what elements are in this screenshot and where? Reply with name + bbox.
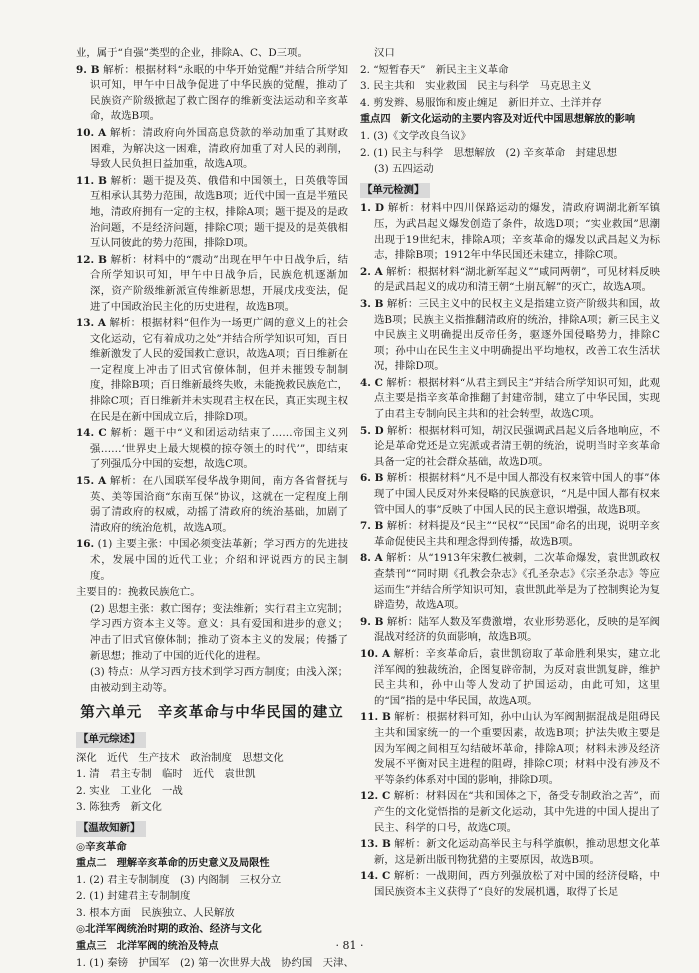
answer-item <box>76 63 348 125</box>
key-point-item: 1. (3)《文学改良刍议》 <box>360 129 472 142</box>
answer-number: 13. B <box>360 838 391 851</box>
answer-subline: (2) 思想主张：救亡图存；变法维新；实行君主立宪制；学习西方资本主义等。意义：具有爱国和进步的意义；冲击了旧式官僚体制；推动了资本主义的发展；传播了新思想；推动了中国的近代化的进程。 <box>90 602 348 662</box>
key-point-heading: 重点四 新文化运动的主要内容及对近代中国思想解放的影响 <box>360 114 636 126</box>
answer-number: 15. A <box>76 475 107 488</box>
key-point-item: 1. (2) 君主专制制度 (3) 内阁制 三权分立 <box>76 873 282 886</box>
answer-text: 解析：材料中的“震动”出现在甲午中日战争后，结合所学知识可知，甲午中日战争后，民族危机逐渐加深，资产阶级维新派宣传维新思想，开展戊戌变法，促进了中国政治民主化的历史进程，故选B项。 <box>90 253 348 313</box>
answer-item <box>360 615 660 646</box>
answer-item <box>360 471 660 518</box>
answer-text: 解析：材料中四川保路运动的爆发，清政府调湖北新军镇压，为武昌起义爆发创造了条件，故选D项；“实业救国”思潮出现于19世纪末，排除A项；辛亥革命的爆发以武昌起义为标志，排除B项；1912年中华民国还未建立，排除C项。 <box>374 202 660 262</box>
section-heading-overview: 【单元综述】 <box>76 732 146 748</box>
answer-number: 7. B <box>360 520 384 533</box>
answer-item <box>360 265 660 296</box>
answer-number: 10. A <box>360 647 391 660</box>
answer-number: 3. B <box>360 297 384 310</box>
subsection-heading: ◎辛亥革命 <box>76 840 127 853</box>
answer-text: 解析：材料提及“民主”“民权”“民国”命名的出现，说明辛亥革命促使民主共和理念得到传播，故选B项。 <box>374 520 660 548</box>
answer-item <box>76 585 348 601</box>
answer-item <box>360 789 660 836</box>
answer-number: 10. A <box>76 126 107 139</box>
answer-subline: (3) 特点：从学习西方技术到学习西方制度；由浅入深；由被动到主动等。 <box>90 666 348 694</box>
answer-item <box>76 253 348 315</box>
answer-item <box>360 376 660 423</box>
answer-item <box>360 551 660 613</box>
answer-item <box>360 519 660 550</box>
overview-list-item: 2. 实业 工业化 一战 <box>76 784 183 797</box>
answer-number: 14. C <box>360 870 391 883</box>
answer-item <box>76 474 348 536</box>
answer-item <box>76 537 348 584</box>
answer-text: 解析：根据材料“但作为一场更广阔的意义上的社会文化运动，它有着成功之处”并结合所学知识可知，百日维新激发了人民的爱国救亡意识，故选A项；百日维新在一定程度上冲击了旧式官僚体制，但并未摧毁专制制度，排除B项；百日维新最终失败，未能挽救民族危亡，排除C项；百日维新并未实现君主权在民，真正实现主权在民是在新中国成立后，排除D项。 <box>90 317 348 423</box>
answer-number: 4. C <box>360 376 383 389</box>
answer-number: 1. D <box>360 202 384 215</box>
answer-text: (1) 主要主张：中国必须变法革新；学习西方的先进技术，发展中国的近代工业；介绍和评说西方的民主制度。 <box>90 538 348 582</box>
answer-number: 2. A <box>360 265 383 278</box>
list-continuation: 汉口 <box>374 47 395 59</box>
answer-text: 解析：陆军人数及军费激增，农业形势恶化，反映的是军阀混战对经济的负面影响，故选B项。 <box>374 615 661 644</box>
answer-item <box>360 424 660 471</box>
answer-item <box>360 297 660 375</box>
key-point-item: 2. (1) 民主与科学 思想解放 (2) 辛亥革命 封建思想 <box>360 146 618 159</box>
answer-continuation: 业，属于“自强”类型的企业，排除A、C、D三项。 <box>76 47 308 59</box>
answer-text: 解析：材料因在“共和国体之下，备受专制政治之苦”，而产生的文化觉悟指的是新文化运动，其中先进的中国人提出了民主、科学的口号，故选C项。 <box>374 790 660 834</box>
answer-item <box>360 201 660 263</box>
answer-text: 解析：在八国联军侵华战争期间，南方各省督抚与英、美等国洽商“东南互保”协议，这就在一定程度上削弱了清政府的权威，动摇了清政府的统治基础，加剧了清政府的统治危机，故选A项。 <box>90 475 349 534</box>
answer-number: 14. C <box>76 427 107 440</box>
answer-item <box>76 126 348 173</box>
answer-number: 6. B <box>360 472 384 485</box>
answer-item <box>76 316 348 425</box>
answer-text: 解析：新文化运动高举民主与科学旗帜，推动思想文化革新，这是新出版刊物犹猎的主要原因，故选B项。 <box>374 838 661 866</box>
answer-number: 8. A <box>360 552 383 565</box>
overview-keywords: 深化 近代 生产技术 政治制度 思想文化 <box>76 751 284 764</box>
answer-text: 解析：根据材料“凡不是中国人都没有权来管中国人的事”体现了中国人民反对外来侵略的民族意识，“凡是中国人都有权来管中国人的事”反映了中国人民的民主意识增强，故选B项。 <box>374 472 660 516</box>
key-point-heading: 重点三 北洋军阀的统治及特点 <box>76 941 219 953</box>
answer-text: 解析：辛亥革命后，袁世凯窃取了革命胜利果实，建立北洋军阀的独裁统治，企图复辟帝制，为反对袁世凯复辟，维护民主共和，孙中山等人发动了护国运动，由此可知，这里的“国”指的是中华民国，故选A项。 <box>374 647 660 707</box>
answer-item <box>360 837 660 868</box>
answer-item <box>360 647 660 709</box>
answer-number: 9. B <box>360 615 384 628</box>
answer-text: 解析：题干提及英、俄借和中国领土，日英俄等国互相承认其势力范围，故选B项；近代中国一直是半殖民地，清政府拥有一定的主权，排除A项；题干提及的是政治问题，不是经济问题，排除C项；题干提及的是英俄相互认同彼此的势力范围，排除D项。 <box>90 174 349 250</box>
answer-text: 解析：根据材料“从君主到民主”并结合所学知识可知，此观点主要是指辛亥革命推翻了封建帝制，建立了中华民国，实现了由君主专制向民主共和的社会转型，故选C项。 <box>374 376 660 421</box>
section-heading-review: 【温故知新】 <box>76 821 146 837</box>
answer-number: 13. A <box>76 317 106 330</box>
answer-item <box>360 710 660 788</box>
answer-text: 解析：题干中“义和团运动结束了……帝国主义列强……‘世界史上最大规模的掠夺领土的时代’”，即结束了列强瓜分中国的妄想，故选C项。 <box>90 427 348 471</box>
answer-number: 11. B <box>76 174 107 187</box>
answer-text: 解析：从“1913年宋教仁被刺，二次革命爆发，袁世凯政权查禁刊”“同时期《孔教会杂志》《孔圣杂志》《宗圣杂志》等应运而生”并结合所学知识可知，袁世凯此举是为了控制舆论为复辟造势，故选A项。 <box>374 552 660 612</box>
answer-text: 解析：根据材料“永眠的中华开始觉醒”并结合所学知识可知，甲午中日战争促进了中华民族的觉醒，推动了民族资产阶级掀起了救亡图存的维新变法运动和辛亥革命，故选B项。 <box>90 63 348 123</box>
answer-text: 主要目的：挽救民族危亡。 <box>76 586 201 599</box>
right-column <box>360 46 660 901</box>
answer-number: 5. D <box>360 424 384 437</box>
answer-number: 12. B <box>76 253 107 266</box>
answer-text: 解析：三民主义中的民权主义是指建立资产阶级共和国，故选B项；民族主义指推翻清政府的统治，排除A项；新三民主义中民族主义明确提出反帝任务，驱逐外国侵略势力，排除C项；孙中山在民生主义中明确提出平均地权，改善工农生活状况，排除D项。 <box>374 297 661 373</box>
answer-number: 16. <box>76 538 95 551</box>
answer-text: 解析：根据材料“湖北新军起义”“咸同两朝”，可见材料反映的是武昌起义的成功和清王朝“土崩瓦解”的灭亡，故选A项。 <box>374 265 660 294</box>
answer-text: 解析：根据材料可知，孙中山认为军阀割据混战是阻碍民主共和国家统一的一个重要因素，故选B项；护法失败主要是因为军阀之间相互勾结破坏革命，排除A项；材料未涉及经济发展不平衡对民主进程的阻碍，排除C项；材料中没有涉及不平等条约体系对中国的影响，排除D项。 <box>374 711 661 786</box>
answer-text: 解析：根据材料可知，胡汉民强调武昌起义后各地响应，不论是革命党还是立宪派或者清王朝的统治，说明当时辛亥革命具备一定的社会群众基础，故选D项。 <box>374 424 660 468</box>
answer-item <box>76 426 348 473</box>
answer-number: 11. B <box>360 711 391 724</box>
section-heading-test: 【单元检测】 <box>360 183 430 199</box>
page-number: · 81 · <box>335 939 364 952</box>
key-point-item: 4. 剪发辫、易服饰和废止缠足 新旧并立、土洋并存 <box>360 96 602 109</box>
key-point-item: 1. (1) 秦镑 护国军 (2) 第一次世界大战 协约国 天津、 <box>76 956 354 969</box>
subsection-heading: ◎北洋军阀统治时期的政治、经济与文化 <box>76 923 262 936</box>
answer-item <box>76 174 348 252</box>
key-point-item: (3) 五四运动 <box>374 163 434 176</box>
answer-text: 解析：清政府向外国高息贷款的举动加重了其财政困难，为解决这一困难，清政府加重了对人民的剥削，导致人民负担日益加重，故选A项。 <box>90 126 349 171</box>
answer-number: 12. C <box>360 790 391 803</box>
unit-title: 第六单元 辛亥革命与中华民国的建立 <box>80 705 344 722</box>
overview-list-item: 3. 陈独秀 新文化 <box>76 801 162 814</box>
overview-list-item: 1. 清 君主专制 临时 近代 袁世凯 <box>76 768 256 781</box>
key-point-item: 2. (1) 封建君主专制制度 <box>76 890 191 903</box>
key-point-item: 3. 民主共和 实业救国 民主与科学 马克思主义 <box>360 80 592 93</box>
answer-item <box>360 869 660 900</box>
key-point-heading: 重点二 理解辛亥革命的历史意义及局限性 <box>76 858 270 870</box>
key-point-item: 3. 根本方面 民族独立、人民解放 <box>76 906 235 919</box>
answer-number: 9. B <box>76 63 100 76</box>
key-point-item: 2. “短暂春天” 新民主主义革命 <box>360 63 509 76</box>
answer-text: 解析：一战期间，西方列强放松了对中国的经济侵略，中国民族资本主义获得了“良好的发展机遇，取得了长足 <box>374 870 660 898</box>
